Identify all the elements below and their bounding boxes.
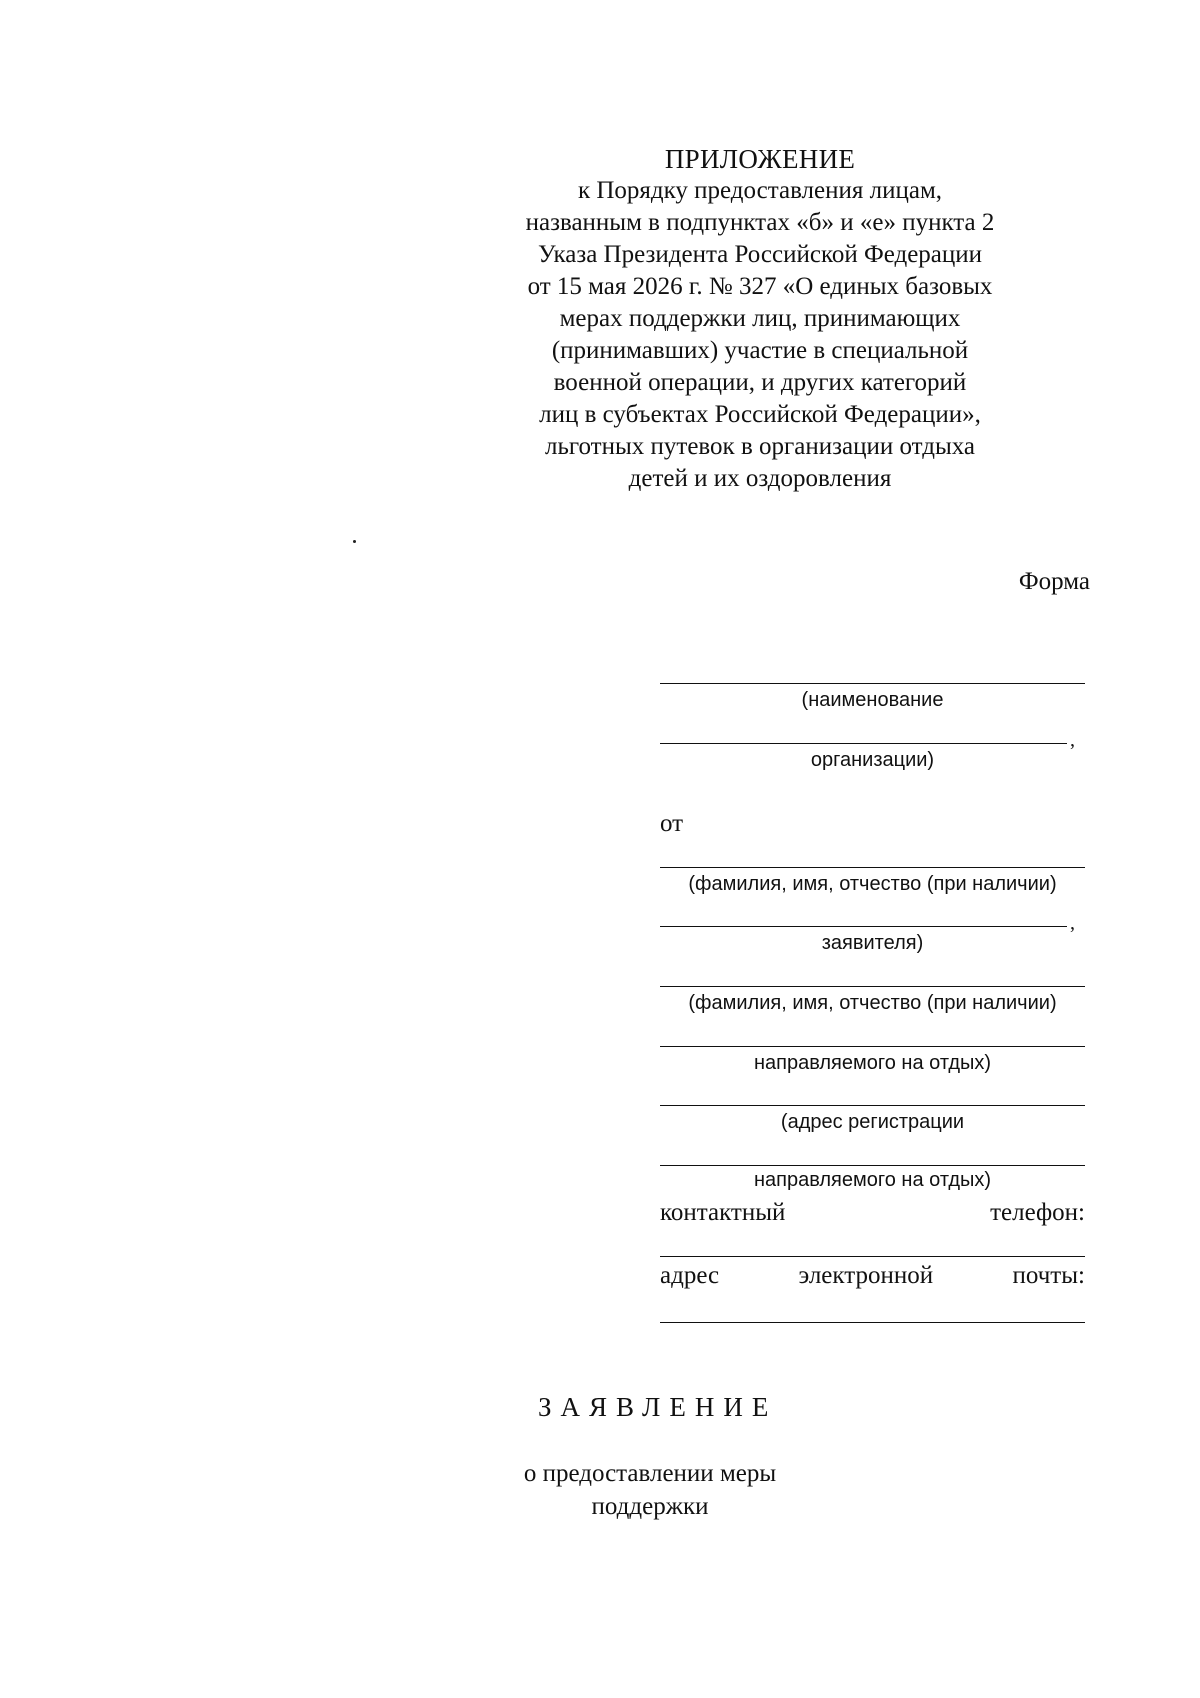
- appendix-title: ПРИЛОЖЕНИЕ: [664, 144, 856, 174]
- appendix-line: от 15 мая 2026 г. № 327 «О единых базовых: [527, 273, 993, 300]
- appendix-line: детей и их оздоровления: [628, 465, 892, 492]
- child-caption-2: направляемого на отдых): [753, 1052, 992, 1074]
- statement-subtitle-line-2: поддержки: [591, 1493, 709, 1520]
- address-line[interactable]: [660, 1105, 1085, 1106]
- child-name-line[interactable]: [660, 986, 1085, 987]
- appendix-line: (принимавших) участие в специальной: [551, 337, 969, 364]
- appendix-line: льготных путевок в организации отдыха: [544, 433, 976, 460]
- organization-name-line-2[interactable]: [660, 743, 1067, 744]
- applicant-caption-1: (фамилия, имя, отчество (при наличии): [688, 873, 1057, 895]
- address-caption-2: направляемого на отдых): [753, 1169, 992, 1191]
- email-label-1: адрес: [660, 1262, 720, 1289]
- appendix-line: названным в подпунктах «б» и «е» пункта 2: [525, 209, 995, 236]
- from-label: от: [660, 810, 684, 837]
- email-label-2: электронной: [798, 1262, 934, 1289]
- phone-label-2: телефон:: [990, 1199, 1085, 1226]
- statement-subtitle: [440, 1457, 860, 1523]
- appendix-line: мерах поддержки лиц, принимающих: [559, 305, 961, 332]
- address-caption-1: (адрес регистрации: [780, 1111, 965, 1133]
- appendix-line: военной операции, и других категорий: [553, 369, 967, 396]
- applicant-name-line-2[interactable]: [660, 926, 1067, 927]
- organization-name-line[interactable]: [660, 683, 1085, 684]
- phone-label-row: [660, 1198, 1085, 1228]
- comma: ,: [1070, 912, 1075, 934]
- scan-dot: [353, 540, 356, 543]
- email-label-row: [660, 1261, 1085, 1291]
- phone-label-1: контактный: [660, 1199, 786, 1226]
- address-line-2[interactable]: [660, 1165, 1085, 1166]
- phone-line[interactable]: [660, 1256, 1085, 1257]
- email-line[interactable]: [660, 1322, 1085, 1323]
- appendix-line: к Порядку предоставления лицам,: [577, 177, 943, 204]
- email-label-3: почты:: [1012, 1262, 1085, 1289]
- applicant-caption-2: заявителя): [821, 932, 924, 954]
- form-label: Форма: [1018, 568, 1090, 595]
- child-caption-1: (фамилия, имя, отчество (при наличии): [688, 992, 1057, 1014]
- organization-caption-2: организации): [810, 749, 935, 771]
- applicant-name-line[interactable]: [660, 867, 1085, 868]
- appendix-line: лиц в субъектах Российской Федерации»,: [539, 401, 981, 428]
- statement-subtitle-line-1: о предоставлении меры: [523, 1460, 777, 1487]
- organization-caption-1: (наименование: [801, 689, 944, 711]
- appendix-header: [470, 143, 1050, 495]
- statement-title: ЗАЯВЛЕНИЕ: [538, 1392, 778, 1422]
- child-name-line-2[interactable]: [660, 1046, 1085, 1047]
- comma: ,: [1070, 729, 1075, 751]
- appendix-line: Указа Президента Российской Федерации: [537, 241, 983, 268]
